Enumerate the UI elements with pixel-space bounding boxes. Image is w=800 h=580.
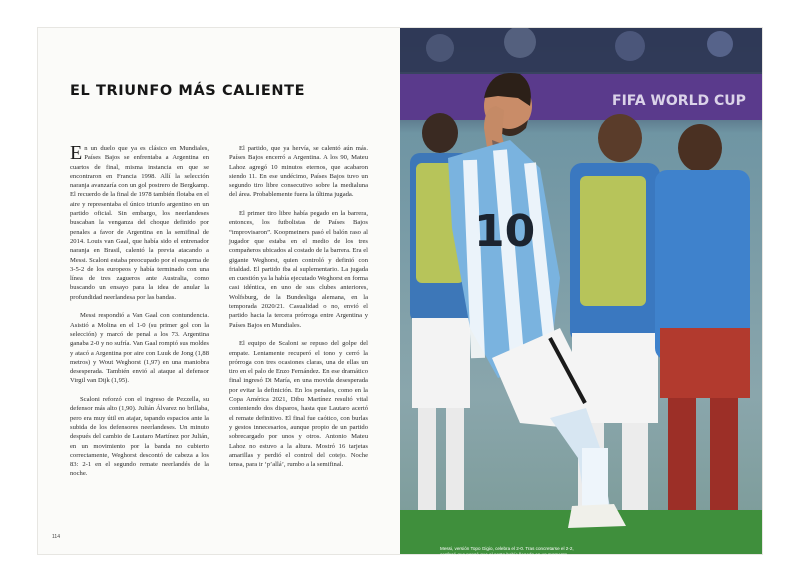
jersey-number: 10	[474, 206, 536, 257]
text-column-2	[229, 144, 368, 479]
photo-illustration	[400, 28, 762, 554]
paragraph: El partido, que ya hervía, se calentó aún más. Países Bajos encerró a Argentina. A los 90, Mateu Lahoz agregó 10 minutos eternos, que acabaron siendo 11. En ese undécimo, Países Bajos tuvo un segundo tiro libre consecutivo sobre la medialuna del área. Probablemente fuera la última jugada.	[229, 145, 368, 199]
photo-caption: Messi, versión Topo Gigio, celebra el 2-0. Tras concretarse el 2-2, confesó que pensó que el gesto había llegado en un momento inoportuno.	[440, 546, 574, 563]
paragraph: El equipo de Scaloni se repuso del golpe del empate. Lentamente recuperó el tono y cerró la prórroga con tres ocasiones claras, una de ellas un tiro en el palo de Enzo Fernández. En ese dramático final ingresó Di María, en una movida desesperada por evitar la definición. En los penales, como en la Copa América 2021, Dibu Martínez resultó vital conteniendo dos disparos, hasta que Lautaro acertó el remate definitivo. El final fue caótico, con burlas y gestos innecesarios, aunque propio de un partido sobrecargado por unos y otros. Antonio Mateu Lahoz no estuvo a la altura. Mostró 16 tarjetas amarillas y perdió el control del cotejo. Noche tensa, para ir ‘p’allá’, rumbo a la semifinal.	[229, 340, 368, 469]
book-spread	[38, 28, 762, 563]
paragraph: En un duelo que ya es clásico en Mundiales, Países Bajos se enfrentaba a Argentina en cuartos de final, misma instancia en que se encontraron en Francia 1998. Allí la selección naranja avanzaría con un gol postrero de Bergkamp. El recuerdo de la final de 1978 también flotaba en el aire y representaba el único triunfo argentino en un partido oficial. Sin embargo, los neerlandeses buscaban la venganza del choque definido por penales a favor de Argentina en la semifinal de 2014. Louis van Gaal, que había sido el entrenador naranja en Brasil, calentó la previa atacando a Messi. Scaloni estaba preocupado por el esquema de 3-5-2 de los europeos y había terminado con una línea de tres zagueros ante Australia, como buscando un ensayo para la idea de anular la profundidad neerlandesa por las bandas.	[70, 142, 209, 301]
celebration-photo	[400, 28, 762, 554]
paragraph: El primer tiro libre había pegado en la barrera, entonces, los futbolistas de Países Bajos “improvisaron”. Koopmeiners pasó el balón raso al jugador que estaba en el medio de los tres compañeros ubicados al costado de la barrera. Era el gigante Weghorst, quien controló y definió con frialdad. El partido iba al suplementario. La jugada en cuestión ya la había ejecutado Weghorst en forma casi idéntica, en uno de sus clubes anteriores, Wolfsburg, de la Bundesliga alemana, en la temporada 2020/21. Casualidad o no, envió el partido hacia la tercera prórroga entre Argentina y Países Bajos en Mundiales.	[229, 210, 368, 329]
text-column-1	[70, 144, 209, 488]
chapter-title: EL TRIUNFO MÁS CALIENTE	[70, 83, 306, 99]
paragraph: Messi respondió a Van Gaal con contundencia. Asistió a Molina en el 1-0 (su primer gol con la selección) y marcó de penal a los 73. Argentina ganaba 2-0 y no sufría. Van Gaal rompió sus moldes y atacó a Argentina por aire con Luuk de Jong (1,88 metros) y Wout Weghorst (1,97) en una maniobra desesperada. También envió al ataque al defensor Virgil van Dijk (1,95).	[70, 312, 209, 385]
board-text: FIFA WORLD CUP	[612, 93, 746, 109]
drop-cap: E	[70, 142, 83, 164]
left-page	[38, 28, 400, 554]
paragraph: Scaloni reforzó con el ingreso de Pezzella, su defensor más alto (1,90). Julián Álvarez no brillaba, pero era muy útil en atajar, tapando espacios ante la subida de los defensores neerlandeses. Un minuto después del cambio de Lautaro Martínez por Julián, en un movimiento por la banda no cubierto correctamente, Weghorst descontó de cabeza a los 83: 2-1 en el segundo remate neerlandés de la noche.	[70, 396, 209, 478]
page-number: 114	[52, 534, 60, 540]
